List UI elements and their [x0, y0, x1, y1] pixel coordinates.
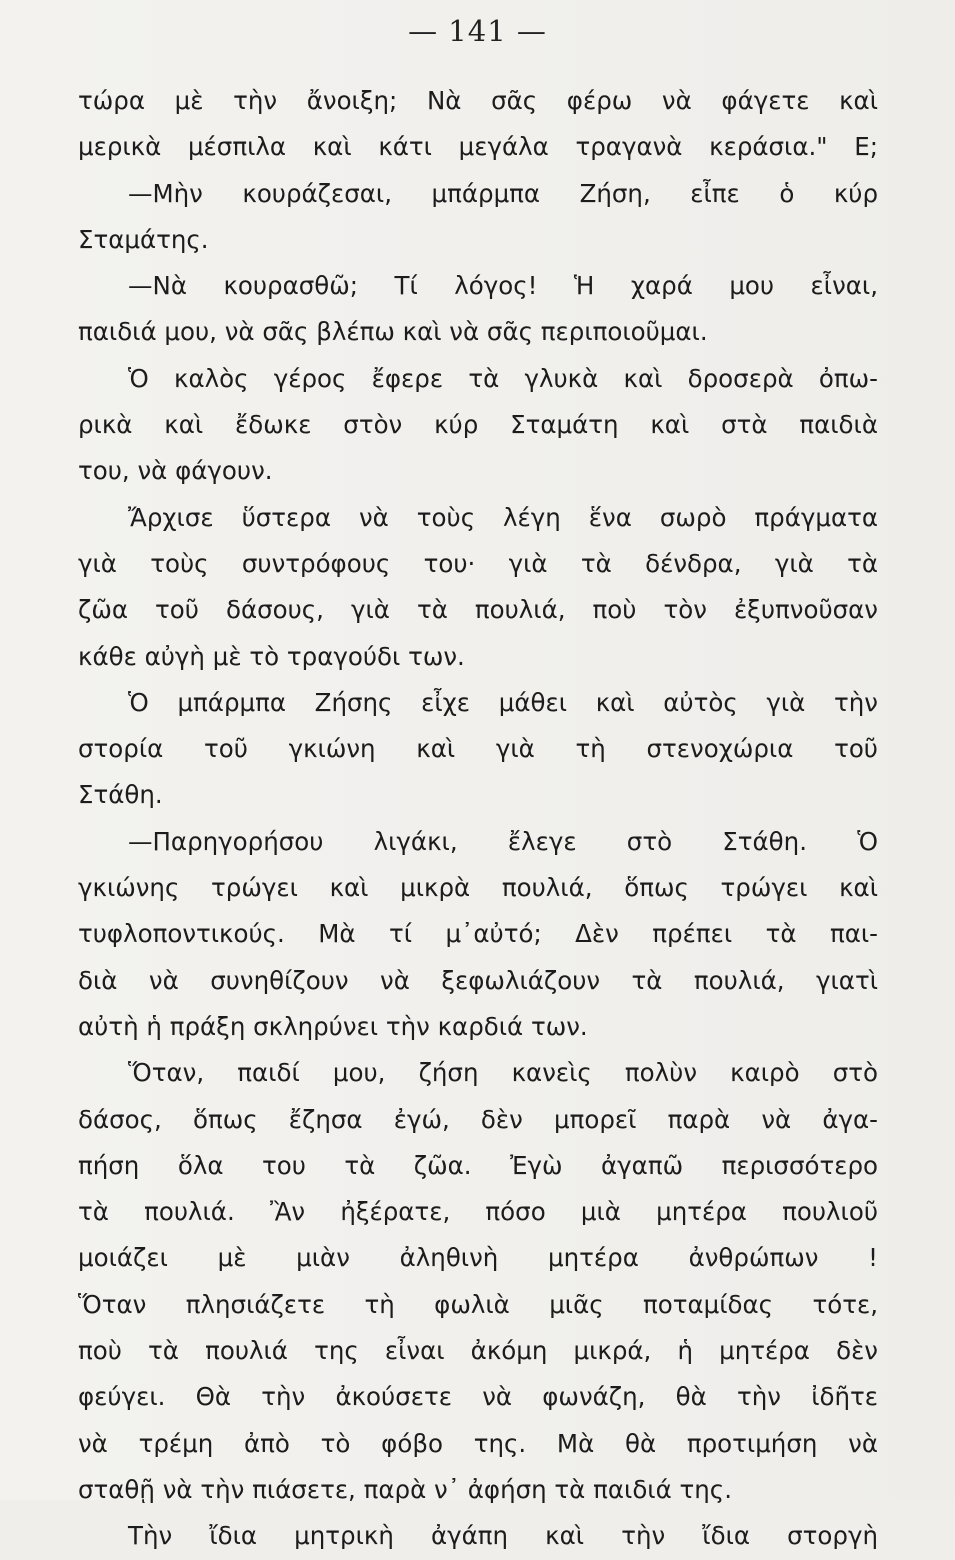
- text-line: ποὺ τὰ πουλιά της εἶναι ἀκόμη μικρά, ἡ μητέρα δὲν: [78, 1336, 878, 1366]
- text-line: τὰ πουλιά. Ἂν ἠξέρατε, πόσο μιὰ μητέρα πουλιοῦ: [78, 1197, 878, 1227]
- text-line: —Μὴν κουράζεσαι, μπάρμπα Ζήση, εἶπε ὁ κύρ: [128, 178, 878, 208]
- text-line: στορία τοῦ γκιώνη καὶ γιὰ τὴ στενοχώρια τοῦ: [78, 734, 878, 764]
- text-line: —Παρηγορήσου λιγάκι, ἔλεγε στὸ Στάθη. Ὁ: [128, 826, 878, 856]
- text-line: —Νὰ κουρασθῶ; Τί λόγος! Ἡ χαρά μου εἶναι,: [128, 271, 878, 301]
- text-line: παιδιά μου, νὰ σᾶς βλέπω καὶ νὰ σᾶς περιποιοῦμαι.: [78, 317, 708, 347]
- text-line: Ὁ καλὸς γέρος ἔφερε τὰ γλυκὰ καὶ δροσερὰ ὀπω-: [128, 363, 878, 393]
- page-number: — 141 —: [408, 14, 547, 48]
- text-line: μοιάζει μὲ μιὰν ἀληθινὴ μητέρα ἀνθρώπων !: [78, 1243, 878, 1273]
- text-line: δάσος, ὅπως ἔζησα ἐγώ, δὲν μπορεῖ παρὰ νὰ ἀγα-: [78, 1104, 878, 1134]
- text-line: κάθε αὐγὴ μὲ τὸ τραγούδι των.: [78, 641, 465, 671]
- text-line: Σταμάτης.: [78, 224, 209, 254]
- text-line: ζῶα τοῦ δάσους, γιὰ τὰ πουλιά, ποὺ τὸν ἐξυπνοῦσαν: [78, 595, 878, 625]
- text-body: [78, 78, 878, 1560]
- text-line: τώρα μὲ τὴν ἄνοιξη; Νὰ σᾶς φέρω νὰ φάγετε καὶ: [78, 86, 878, 115]
- text-line: Ἄρχισε ὕστερα νὰ τοὺς λέγη ἕνα σωρὸ πράγματα: [128, 502, 878, 532]
- text-line: Τὴν ἴδια μητρικὴ ἀγάπη καὶ τὴν ἴδια στοργὴ: [128, 1521, 878, 1551]
- text-line: φεύγει. Θὰ τὴν ἀκούσετε νὰ φωνάζη, θὰ τὴν ἰδῆτε: [78, 1382, 878, 1412]
- text-line: πήση ὅλα του τὰ ζῶα. Ἐγὼ ἀγαπῶ περισσότερο: [78, 1150, 878, 1180]
- text-line: τυφλοποντικούς. Μὰ τί μ᾽αὐτό; Δὲν πρέπει τὰ παι-: [78, 919, 878, 949]
- text-line: αὐτὴ ἡ πράξη σκληρύνει τὴν καρδιά των.: [78, 1011, 588, 1041]
- text-line: του, νὰ φάγουν.: [78, 456, 273, 486]
- text-line: γκιώνης τρώγει καὶ μικρὰ πουλιά, ὅπως τρώγει καὶ: [78, 873, 878, 903]
- text-line: Ὅταν, παιδί μου, ζήση κανεὶς πολὺν καιρὸ στὸ: [128, 1058, 878, 1088]
- text-line: μερικὰ μέσπιλα καὶ κάτι μεγάλα τραγανὰ κεράσια." Ε;: [78, 132, 878, 162]
- text-line: Στάθη.: [78, 780, 163, 810]
- text-line: νὰ τρέμη ἀπὸ τὸ φόβο της. Μὰ θὰ προτιμήση νὰ: [78, 1428, 878, 1458]
- text-line: Ὅταν πλησιάζετε τὴ φωλιὰ μιᾶς ποταμίδας τότε,: [78, 1289, 878, 1319]
- text-line: ρικὰ καὶ ἔδωκε στὸν κύρ Σταμάτη καὶ στὰ παιδιὰ: [78, 410, 878, 440]
- text-line: διὰ νὰ συνηθίζουν νὰ ξεφωλιάζουν τὰ πουλιά, γιατὶ: [78, 965, 878, 995]
- text-line: γιὰ τοὺς συντρόφους του· γιὰ τὰ δένδρα, γιὰ τὰ: [78, 548, 878, 578]
- text-line: σταθῇ νὰ τὴν πιάσετε, παρὰ ν᾽ ἀφήση τὰ παιδιά της.: [78, 1474, 732, 1504]
- text-line: Ὁ μπάρμπα Ζήσης εἶχε μάθει καὶ αὐτὸς γιὰ τὴν: [128, 687, 878, 717]
